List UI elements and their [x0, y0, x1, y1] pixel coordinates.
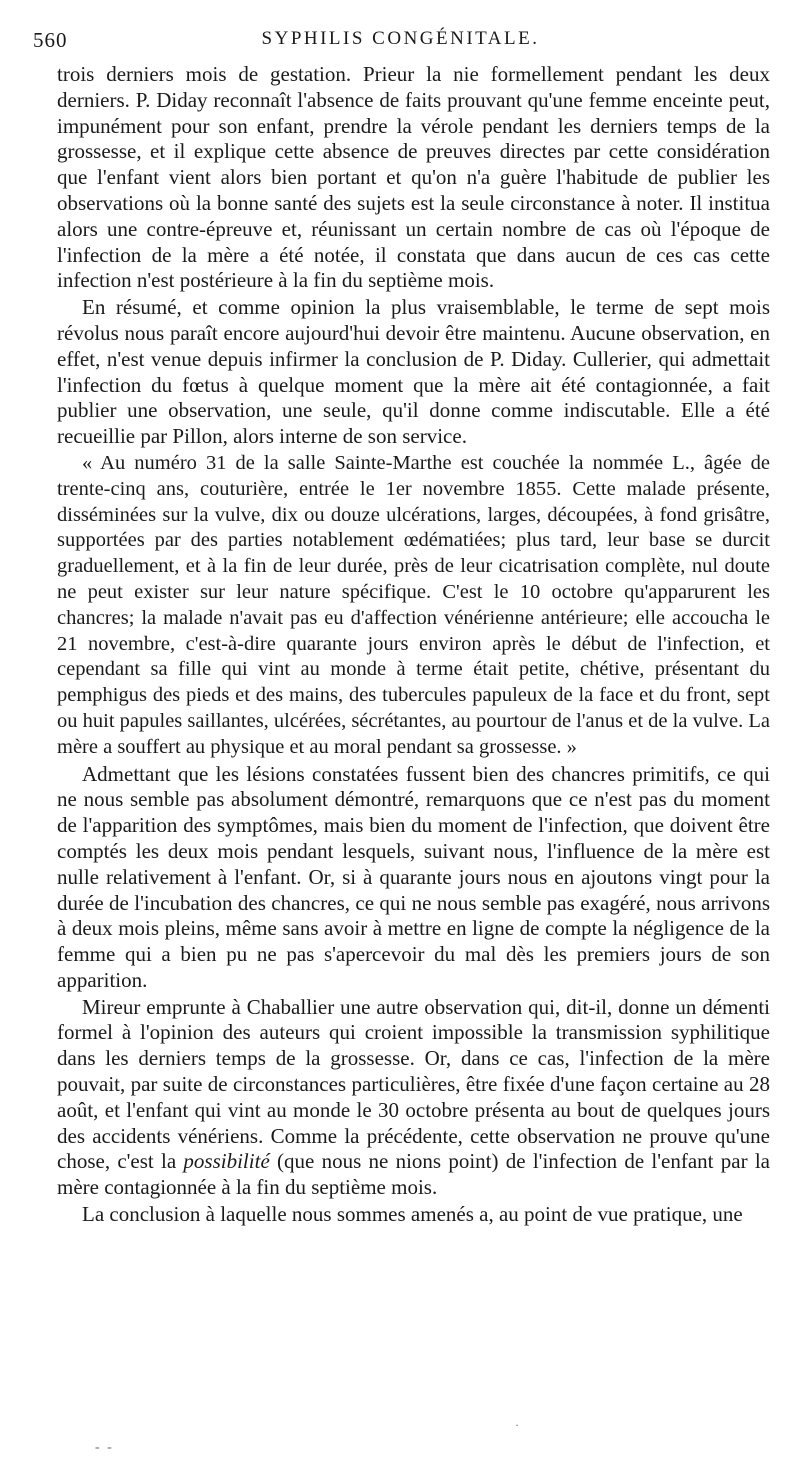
- paragraph-admettant: Admettant que les lésions constatées fussent bien des chancres primitifs, ce qui ne nous semble pas absolument démontré, remarquons que ce n'est pas du moment de l'apparition des symptômes, mais bien du moment de l'infection, que doivent être comptés les deux mois pendant lesquels, suivant nous, l'influence de la mère est nulle relativement à l'enfant. Or, si à quarante jours nous en ajoutons vingt pour la durée de l'incubation des chancres, ce qui ne nous semble pas exagéré, nous arrivons à deux mois pleins, même sans avoir à mettre en ligne de compte la négligence de la femme qui a bien pu ne pas s'apercevoir du mal dès les premiers jours de son apparition.: [57, 761, 770, 992]
- paragraph-resume: En résumé, et comme opinion la plus vraisemblable, le terme de sept mois révolus nous paraît encore aujourd'hui devoir être maintenu. Aucune observation, en effet, n'est venue depuis infirmer la conclusion de P. Diday. Cullerier, qui admettait l'infection du fœtus à quelque moment que la mère ait été contagionnée, a fait publier une observation, une seule, qu'il donne comme indiscutable. Elle a été recueillie par Pillon, alors interne de son service.: [57, 295, 770, 449]
- running-title: SYPHILIS CONGÉNITALE.: [261, 28, 540, 49]
- footer-dot: ·: [515, 1418, 519, 1432]
- paragraph-mireur-text-a: Mireur emprunte à Chaballier une autre observation qui, dit-il, donne un démenti formel à l'opinion des auteurs qui croient impossible la transmission syphilitique dans les derniers temps de la grossesse. Or, dans ce cas, l'infection de la mère pouvait, par suite de circonstances particulières, être fixée d'une façon certaine au 28 août, et l'enfant qui vint au monde le 30 octobre présenta au bout de quelques jours des accidents vénériens. Comme la précédente, cette observation ne prouve qu'une chose, c'est la: [57, 994, 770, 1174]
- footer-marks: - -: [95, 1440, 114, 1455]
- body-text: [57, 62, 770, 1229]
- page-header: [33, 28, 768, 62]
- paragraph-mireur: [57, 995, 770, 1201]
- paragraph-mireur-text-b: (que nous ne nions point) de l'infection de l'enfant par la mère contagionnée à la fin du septième mois.: [57, 1149, 770, 1200]
- paragraph-continuation: trois derniers mois de gestation. Prieur la nie formellement pendant les deux derniers. P. Diday reconnaît l'absence de faits prouvant qu'une femme enceinte peut, impunément pour son enfant, prendre la vérole pendant les derniers temps de la grossesse, et il explique cette absence de preuves directes par cette considération que l'enfant vient alors bien portant et qu'on n'a guère l'habitude de publier les observations où la bonne santé des sujets est la seule circonstance à noter. Il institua alors une contre-épreuve et, réunissant un certain nombre de cas où l'époque de l'infection de la mère a été notée, il constata que dans aucun de ces cas cette infection n'est postérieure à la fin du septième mois.: [57, 62, 770, 293]
- page-number: 560: [33, 28, 68, 52]
- emphasis-possibilite: possibilité: [183, 1149, 270, 1174]
- paragraph-conclusion: La conclusion à laquelle nous sommes amenés a, au point de vue pratique, une: [82, 1202, 743, 1227]
- paragraph-quoted-observation: « Au numéro 31 de la salle Sainte-Marthe est couchée la nommée L., âgée de trente-cinq ans, couturière, entrée le 1er novembre 1855. Cette malade présente, disséminées sur la vulve, dix ou douze ulcérations, larges, découpées, à fond grisâtre, supportées par des parties notablement œdématiées; plus tard, leur base se durcit graduellement, et à la fin de leur durée, près de leur cicatrisation complète, nul doute ne peut exister sur leur nature spécifique. C'est le 10 octobre qu'apparurent les chancres; la malade n'avait pas eu d'affection vénérienne antérieure; elle accoucha le 21 novembre, c'est-à-dire quarante jours environ après le début de l'infection, et cependant sa fille qui vint au monde à terme était petite, chétive, présentant du pemphigus des pieds et des mains, des tubercules papuleux de la face et du front, sept ou huit papules saillantes, ulcérées, sécrétantes, au pourtour de l'anus et de la vulve. La mère a souffert au physique et au moral pendant sa grossesse. »: [57, 451, 770, 758]
